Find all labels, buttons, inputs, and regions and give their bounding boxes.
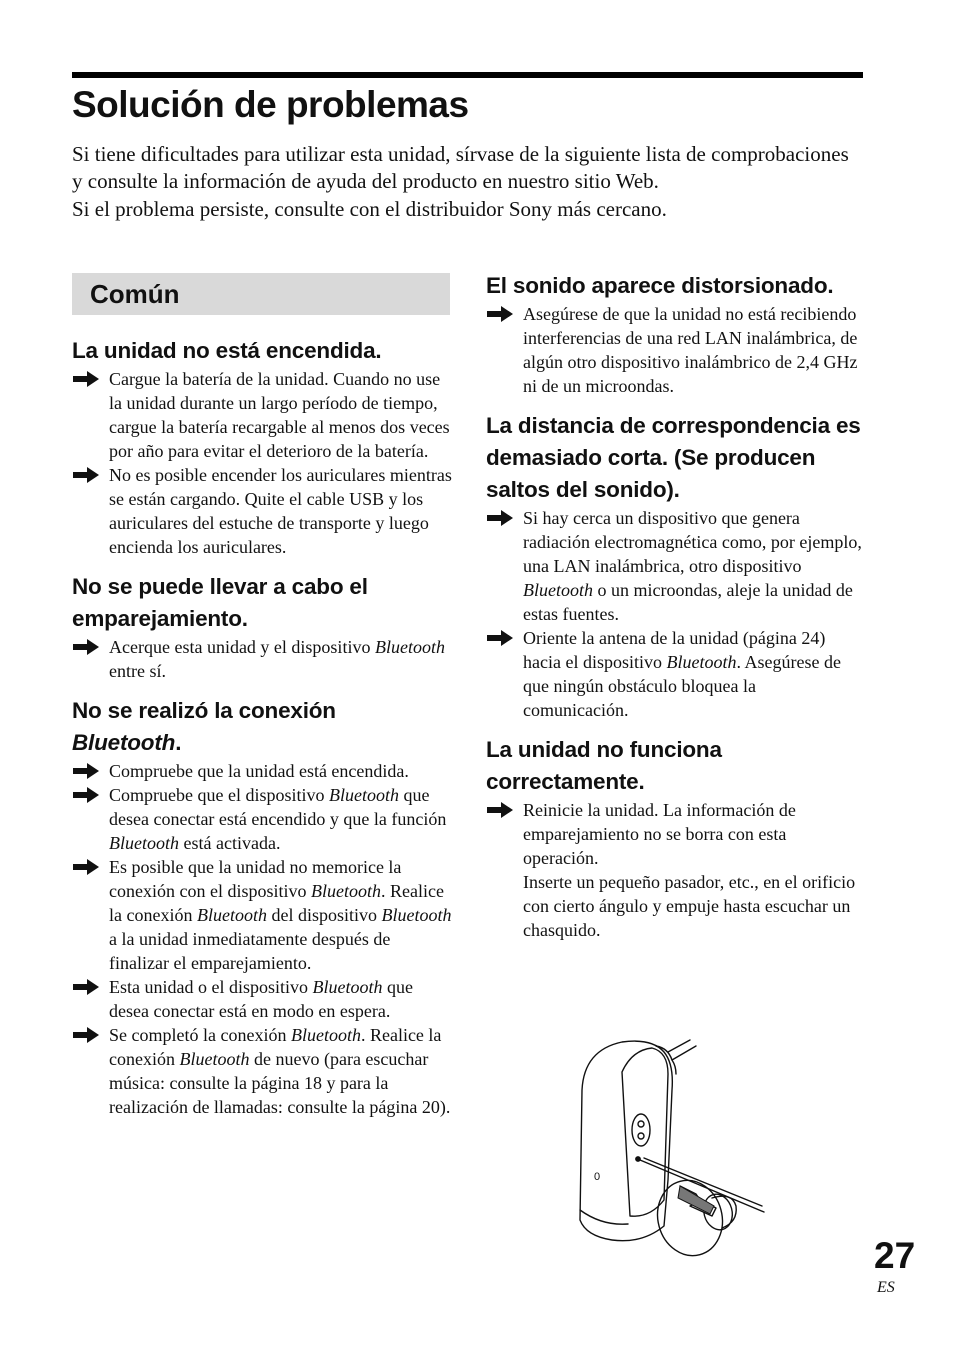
- solution-item: Oriente la antena de la unidad (página 24) hacia el dispositivo Bluetooth. Asegúrese de que ningún obstáculo bloquea la comunicación.: [486, 626, 864, 722]
- arrow-icon: [72, 369, 100, 389]
- arrow-icon: [72, 1025, 100, 1045]
- logo-dot: [638, 1133, 644, 1139]
- problem-block: [486, 270, 864, 398]
- solution-item: Esta unidad o el dispositivo Bluetooth que desea conectar está en modo en espera.: [72, 975, 452, 1023]
- arrow-icon: [72, 761, 100, 781]
- solution-item: Asegúrese de que la unidad no está recibiendo interferencias de una red LAN inalámbrica, de algún otro dispositivo inalámbrico de 2,4 GHz ni de un microondas.: [486, 302, 864, 398]
- intro-paragraph: Si tiene dificultades para utilizar esta unidad, sírvase de la siguiente lista de comprobaciones y consulte la información de ayuda del producto en nuestro sitio Web.: [72, 142, 849, 194]
- problem-heading: No se realizó la conexión Bluetooth.: [72, 698, 336, 755]
- arrow-icon: [72, 785, 100, 805]
- intro-paragraph: Si el problema persiste, consulte con el distribuidor Sony más cercano.: [72, 196, 667, 221]
- problem-heading: No se puede llevar a cabo el emparejamiento.: [72, 574, 368, 631]
- solution-item: No es posible encender los auriculares mientras se están cargando. Quite el cable USB y los auriculares del estuche de transporte y luego encienda los auriculares.: [72, 463, 452, 559]
- problem-heading: La unidad no funciona correctamente.: [486, 737, 722, 794]
- arrow-icon: [486, 800, 514, 820]
- solution-item: Es posible que la unidad no memorice la conexión con el dispositivo Bluetooth. Realice la conexión Bluetooth del dispositivo Bluetooth a la unidad inmediatamente después de finalizar el emparejamiento.: [72, 855, 452, 975]
- language-code: ES: [877, 1279, 895, 1296]
- pin-line: [644, 1158, 762, 1206]
- solution-item: Cargue la batería de la unidad. Cuando no use la unidad durante un largo período de tiempo, cargue la batería recargable al menos dos veces por año para evitar el deterioro de la batería.: [72, 367, 452, 463]
- arrow-icon: [486, 628, 514, 648]
- solution-item: Compruebe que el dispositivo Bluetooth que desea conectar está encendido y que la función Bluetooth está activada.: [72, 783, 452, 855]
- device-base: [580, 1210, 628, 1224]
- reset-illustration: [572, 1030, 772, 1260]
- solution-item: Reinicie la unidad. La información de emparejamiento no se borra con esta operación. Inserte un pequeño pasador, etc., en el orificio con cierto ángulo y empuje hasta escuchar un chasquido.: [486, 798, 864, 942]
- section-header-bar: [72, 273, 450, 315]
- problem-heading: La unidad no está encendida.: [72, 338, 382, 363]
- left-column: [72, 273, 452, 1131]
- device-logo: [632, 1114, 650, 1146]
- device-face: [622, 1048, 668, 1216]
- earpiece-outer: [649, 1173, 730, 1260]
- arrow-icon: [72, 637, 100, 657]
- power-label: 0: [594, 1171, 601, 1183]
- problem-heading: La distancia de correspondencia es demasiado corta. (Se producen saltos del sonido).: [486, 413, 861, 502]
- right-column: [486, 270, 864, 954]
- intro-text: [72, 141, 864, 223]
- cable-shape: [668, 1040, 696, 1060]
- solution-item: Compruebe que la unidad está encendida.: [72, 759, 452, 783]
- logo-dot: [638, 1121, 644, 1127]
- problem-block: [486, 734, 864, 942]
- top-rule: [72, 72, 863, 78]
- problem-block: [72, 695, 452, 1119]
- solution-item: Se completó la conexión Bluetooth. Realice la conexión Bluetooth de nuevo (para escuchar música: consulte la página 18 y para la realización de llamadas: consulte la página 20).: [72, 1023, 452, 1119]
- problem-block: [72, 335, 452, 559]
- solution-item: Acerque esta unidad y el dispositivo Bluetooth entre sí.: [72, 635, 452, 683]
- solution-item: Si hay cerca un dispositivo que genera radiación electromagnética como, por ejemplo, una LAN inalámbrica, otro dispositivo Bluetooth o un microondas, aleje la unidad de estas fuentes.: [486, 506, 864, 626]
- problem-heading: El sonido aparece distorsionado.: [486, 273, 834, 298]
- arrow-icon: [72, 977, 100, 997]
- section-title: Común: [90, 279, 180, 309]
- page-title: Solución de problemas: [72, 84, 469, 125]
- arrow-icon: [486, 304, 514, 324]
- problem-block: [486, 410, 864, 722]
- arrow-icon: [72, 465, 100, 485]
- problem-block: [72, 571, 452, 683]
- page-number: 27: [874, 1235, 916, 1276]
- arrow-icon: [72, 857, 100, 877]
- reset-hole: [636, 1157, 640, 1161]
- arrow-icon: [486, 508, 514, 528]
